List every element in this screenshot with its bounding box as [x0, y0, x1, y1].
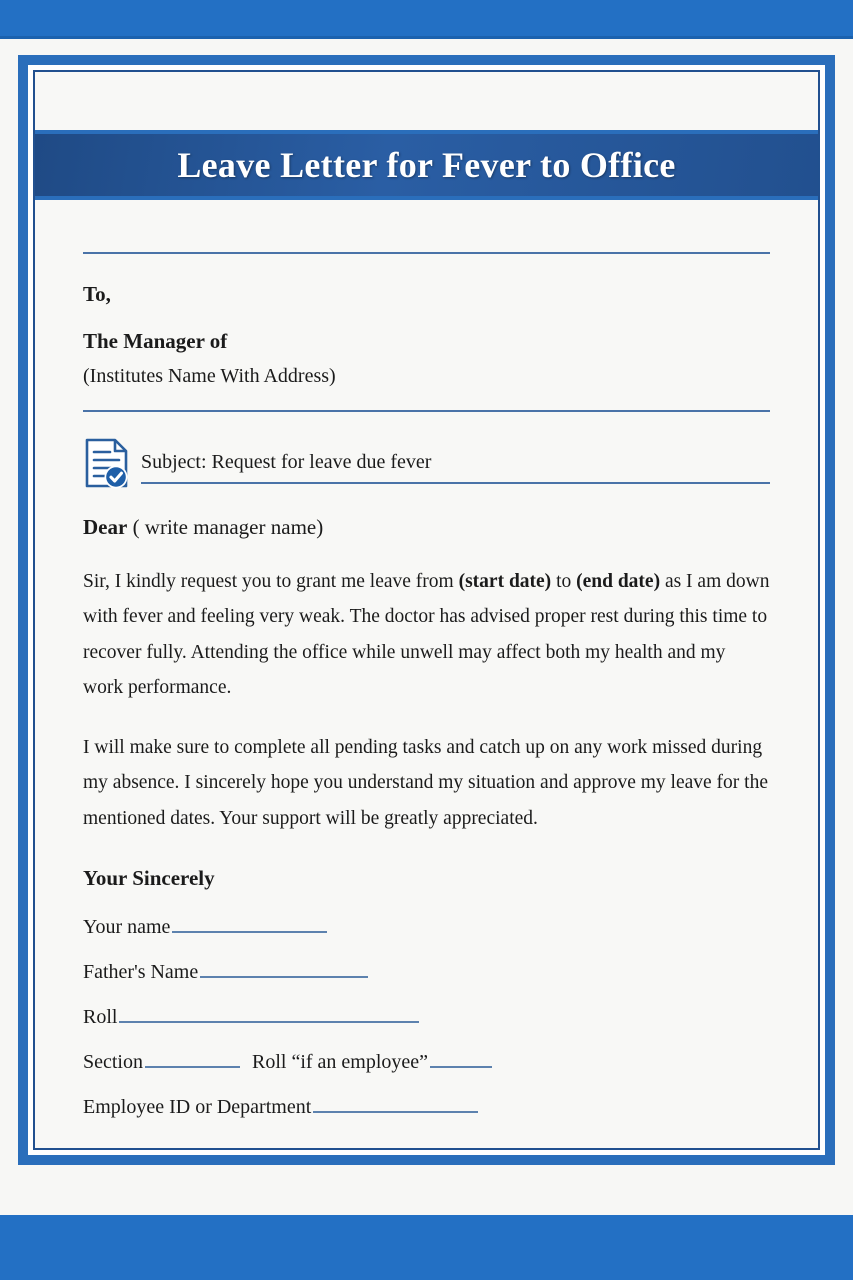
field-roll	[83, 1000, 770, 1029]
divider-address	[83, 410, 770, 412]
field-section-row	[83, 1045, 770, 1074]
field-your-name-label: Your name	[83, 916, 171, 939]
field-employee-id	[83, 1090, 770, 1119]
paragraph-1-part-1: Sir, I kindly request you to grant me leave from	[83, 571, 459, 592]
page-title: Leave Letter for Fever to Office	[177, 145, 676, 185]
banner-fill	[35, 134, 818, 196]
field-section-label: Section	[83, 1051, 143, 1074]
field-employee-id-blank[interactable]	[313, 1090, 478, 1113]
document-check-icon	[83, 437, 131, 489]
banner-rule-bottom	[35, 196, 818, 200]
letter-body	[35, 212, 818, 1148]
recipient-line: The Manager of	[83, 329, 228, 353]
title-banner	[35, 130, 818, 206]
field-father-name	[83, 955, 770, 984]
to-label: To,	[83, 282, 111, 306]
salutation-rest: ( write manager name)	[127, 515, 324, 539]
closing-line: Your Sincerely	[83, 866, 215, 891]
divider-top	[83, 252, 770, 254]
field-employee-roll-label: Roll “if an employee”	[252, 1051, 429, 1074]
salutation	[83, 515, 770, 540]
paragraph-1-part-2: to	[551, 571, 577, 592]
letter-card-frame	[18, 55, 835, 1165]
divider-subject	[141, 482, 770, 484]
field-father-name-label: Father's Name	[83, 961, 199, 984]
start-date-placeholder: (start date)	[458, 571, 552, 592]
paragraph-2: I will make sure to complete all pending tasks and catch up on any work missed during my absence. I sincerely hope you understand my situation and approve my leave for the mentioned dates. Your support will be greatly appreciated.	[83, 736, 768, 829]
institute-placeholder: (Institutes Name With Address)	[83, 365, 336, 387]
paragraph-1-part-3: as I am down with fever and feeling very weak. The doctor has advised proper rest during this time to recover fully. Attending the office while unwell may affect both my health and my work performance.	[83, 571, 770, 699]
letter-card-inner	[33, 70, 820, 1150]
salutation-bold: Dear	[83, 515, 128, 539]
subject-line: Subject: Request for leave due fever	[141, 451, 432, 473]
subject-text-wrap	[141, 437, 770, 484]
field-your-name-blank[interactable]	[172, 910, 327, 933]
field-section-blank[interactable]	[145, 1045, 240, 1068]
field-father-name-blank[interactable]	[200, 955, 368, 978]
field-roll-blank[interactable]	[119, 1000, 419, 1023]
field-employee-roll-blank[interactable]	[430, 1045, 492, 1068]
top-accent-band	[0, 0, 853, 39]
subject-row	[83, 437, 770, 489]
bottom-accent-band	[0, 1215, 853, 1280]
field-your-name	[83, 910, 770, 939]
end-date-placeholder: (end date)	[576, 571, 661, 592]
paragraph-1	[83, 564, 770, 706]
field-employee-id-label: Employee ID or Department	[83, 1096, 312, 1119]
field-roll-label: Roll	[83, 1006, 118, 1029]
